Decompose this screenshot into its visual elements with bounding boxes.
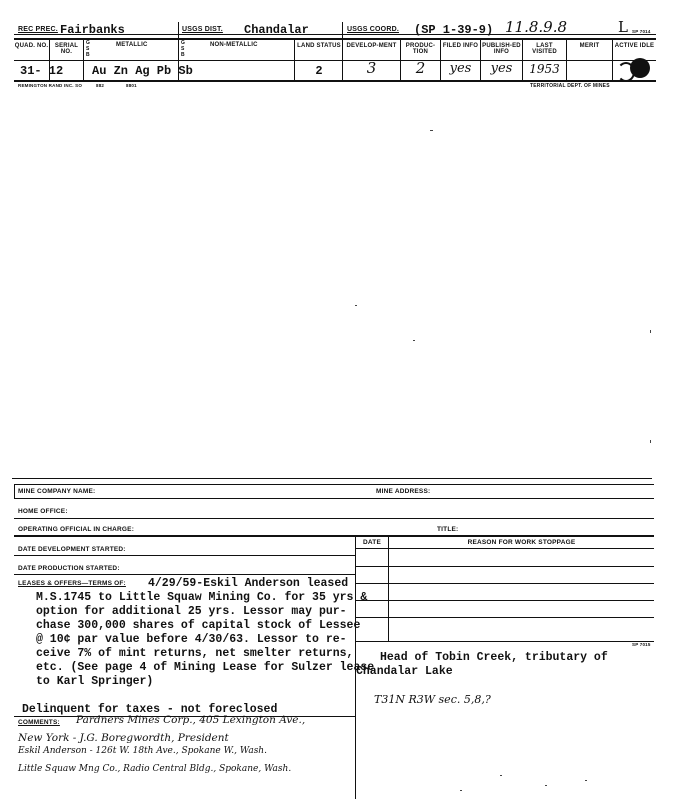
date-development-label: DATE DEVELOPMENT STARTED: <box>18 546 126 553</box>
mine-address-label: MINE ADDRESS: <box>376 488 431 495</box>
operating-official-label: OPERATING OFFICIAL IN CHARGE: <box>18 526 135 533</box>
comment-line: New York - J.G. Boregwordth, President <box>18 732 229 744</box>
territorial-dept: TERRITORIAL DEPT. OF MINES <box>530 83 610 89</box>
location-line: Head of Tobin Creek, tributary of <box>380 651 608 664</box>
row-rule <box>14 574 355 575</box>
published-info-value: yes <box>490 61 513 76</box>
form-code-top: SP 7014 <box>632 29 651 34</box>
lease-line: @ 10¢ par value before 4/30/63. Lessor to re- <box>36 633 347 646</box>
home-office-label: HOME OFFICE: <box>18 508 68 515</box>
merit-header: MERIT <box>579 43 600 49</box>
stoppage-rule <box>355 548 654 549</box>
card-edge <box>14 484 15 498</box>
stoppage-rule <box>355 617 654 618</box>
title-label: TITLE: <box>437 526 459 533</box>
top-card-rule <box>14 60 656 61</box>
last-visited-header: LAST VISITED <box>532 43 557 55</box>
row-rule <box>14 498 654 499</box>
metallic-prefix-s: S <box>86 46 90 52</box>
coord-hand: 11.8.9.8 <box>505 18 568 36</box>
leases-label: LEASES & OFFERS—TERMS OF: <box>18 580 126 587</box>
top-card-divider <box>178 22 179 38</box>
delinquent-note: Delinquent for taxes - not foreclosed <box>22 703 278 716</box>
lease-line: option for additional 25 yrs. Lessor may pur- <box>36 605 347 618</box>
record-letter: L <box>618 18 628 36</box>
mine-company-label: MINE COMPANY NAME: <box>18 488 96 495</box>
lease-line: etc. (See page 4 of Mining Lease for Sulzer lease <box>36 661 375 674</box>
active-idle-header: ACTIVE IDLE <box>614 43 655 49</box>
printer-name: REMINGTON RAND INC. SO <box>18 83 83 88</box>
stoppage-rule <box>355 566 654 567</box>
date-column-header: DATE <box>362 539 381 546</box>
usgs-coord-value: (SP 1-39-9) <box>414 23 494 37</box>
development-value: 3 <box>366 59 377 77</box>
production-value: 2 <box>415 59 426 77</box>
location-hand: T31N R3W sec. 5,8,? <box>374 693 491 706</box>
usgs-dist-label: USGS DIST. <box>182 26 223 33</box>
lease-line: ceive 7% of mint returns, net smelter returns, <box>36 647 354 660</box>
form-code-bottom: SP 7015 <box>632 642 651 647</box>
stoppage-divider <box>388 537 389 642</box>
row-rule <box>14 535 654 537</box>
quad-header: QUAD. NO. <box>14 43 49 49</box>
stoppage-rule <box>355 641 654 642</box>
metals-value: Au Zn Ag Pb Sb <box>92 64 193 78</box>
card-edge <box>14 484 654 485</box>
development-header: DEVELOP-MENT <box>346 43 397 49</box>
land-status-header: LAND STATUS <box>297 43 341 49</box>
comment-line: Pardners Mines Corp., 405 Lexington Ave., <box>76 714 306 726</box>
nonmetallic-prefix-g: G <box>181 40 186 46</box>
usgs-dist-value: Chandalar <box>244 23 309 37</box>
non-metallic-header: NON-METALLIC <box>210 42 258 48</box>
top-card-divider <box>342 22 343 38</box>
serial-header: SERIAL NO. <box>54 43 79 55</box>
metallic-header: METALLIC <box>116 42 148 48</box>
production-header: PRODUC-TION <box>405 43 436 55</box>
card-edge <box>12 478 652 479</box>
rec-prec-label: REC PREC. <box>18 26 58 33</box>
nonmetallic-prefix-b: B <box>181 52 185 58</box>
comments-label: COMMENTS: <box>18 719 60 726</box>
nonmetallic-prefix-s: S <box>181 46 185 52</box>
published-info-header: PUBLISH-ED INFO <box>482 43 521 55</box>
usgs-coord-label: USGS COORD. <box>347 26 399 33</box>
printer-number-2: 8801 <box>126 83 137 88</box>
active-mark-dot <box>630 58 650 78</box>
last-visited-value: 1953 <box>529 62 560 76</box>
comment-line: Eskil Anderson - 126t W. 18th Ave., Spokane W., Wash. <box>18 746 267 756</box>
metallic-prefix-b: B <box>86 52 90 58</box>
reason-column-header: REASON FOR WORK STOPPAGE <box>467 539 576 546</box>
quad-serial-value: 31- 12 <box>20 64 64 78</box>
top-card-rule <box>14 38 656 40</box>
top-card-rule <box>14 80 656 82</box>
rec-prec-value: Fairbanks <box>60 23 125 37</box>
lease-line: to Karl Springer) <box>36 675 154 688</box>
row-rule <box>14 555 355 556</box>
land-status-value: 2 <box>315 64 323 78</box>
metallic-prefix-g: G <box>86 40 91 46</box>
printer-number: 882 <box>96 83 105 88</box>
stoppage-rule <box>355 583 654 584</box>
lease-line: 4/29/59-Eskil Anderson leased <box>148 577 349 590</box>
row-rule <box>14 518 654 519</box>
stoppage-rule <box>355 600 654 601</box>
date-production-label: DATE PRODUCTION STARTED: <box>18 565 120 572</box>
comment-line: Little Squaw Mng Co., Radio Central Bldg., Spokane, Wash. <box>18 764 292 774</box>
top-card-divider <box>83 40 84 80</box>
lease-line: M.S.1745 to Little Squaw Mining Co. for 35 yrs & <box>36 591 368 604</box>
location-line: Chandalar Lake <box>356 665 453 678</box>
lease-line: chase 300,000 shares of capital stock of Lessee <box>36 619 361 632</box>
filed-info-header: FILED INFO <box>442 43 479 49</box>
filed-info-value: yes <box>449 61 472 76</box>
top-card-divider <box>294 40 295 80</box>
